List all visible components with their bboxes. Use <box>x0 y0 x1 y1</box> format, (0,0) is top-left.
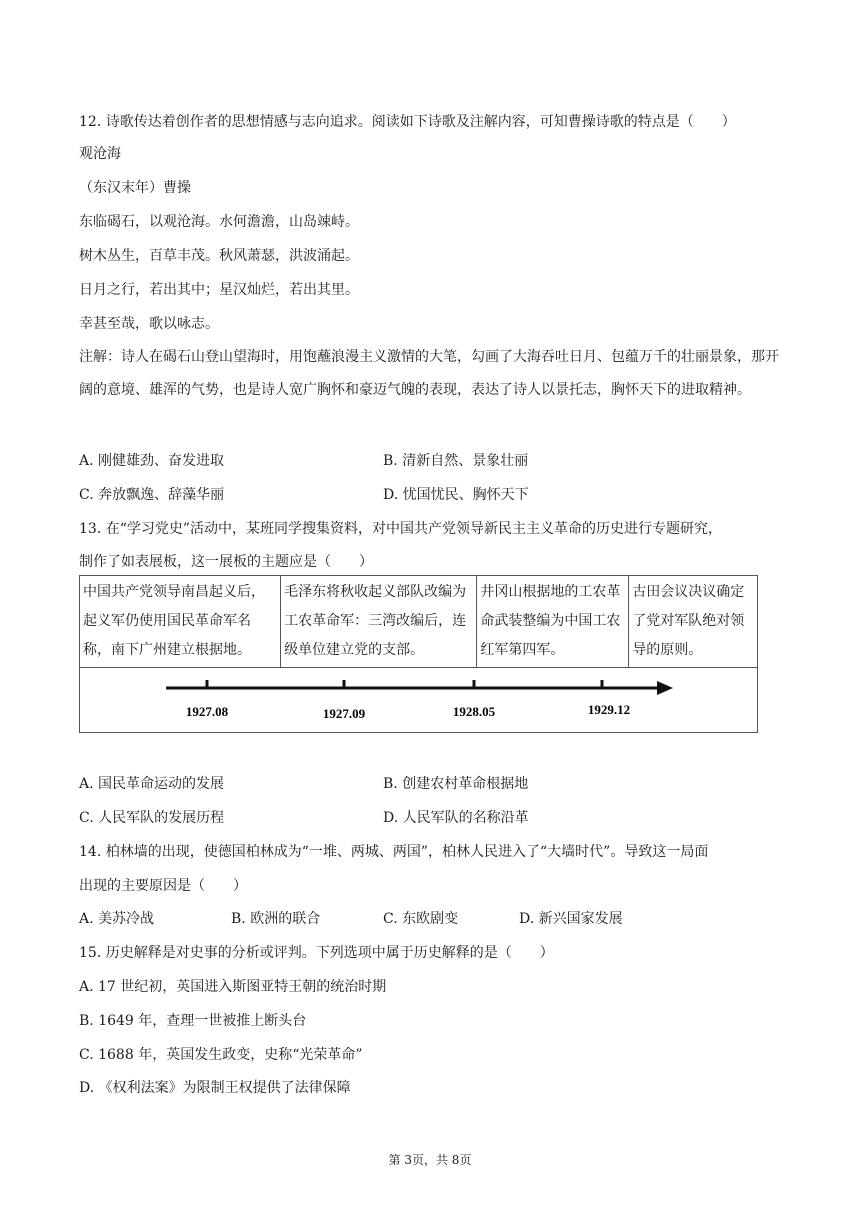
q14-stem-line2: 出现的主要原因是（ ） <box>79 878 247 894</box>
history-board-table <box>79 575 758 733</box>
board-timeline-row <box>80 668 758 733</box>
q13-option-c[interactable]: C. 人民军队的发展历程 <box>79 810 225 826</box>
q13-option-b[interactable]: B. 创建农村革命根据地 <box>383 776 529 792</box>
q14-option-b[interactable]: B. 欧洲的联合 <box>231 911 321 927</box>
poem-line: 幸甚至哉，歌以咏志。 <box>79 316 219 332</box>
q14-option-a[interactable]: A. 美苏冷战 <box>79 911 155 927</box>
poem-title: 观沧海 <box>79 146 121 162</box>
board-cell: 古田会议决议确定了党对军队绝对领导的原则。 <box>629 576 758 668</box>
q15-stem: 15. 历史解释是对史事的分析或评判。下列选项中属于历史解释的是（ ） <box>79 945 554 961</box>
q12-stem: 12. 诗歌传达着创作者的思想情感与志向追求。阅读如下诗歌及注解内容，可知曹操诗歌的特点是（ ） <box>79 114 736 130</box>
timeline-label: 1928.05 <box>452 704 496 719</box>
q15-option-d[interactable]: D. 《权利法案》为限制王权提供了法律保障 <box>79 1080 351 1096</box>
poem-line: 树木丛生，百草丰茂。秋风萧瑟，洪波涌起。 <box>79 248 359 264</box>
timeline-label: 1927.08 <box>185 704 229 719</box>
board-text-row <box>80 576 758 668</box>
q13-stem-line1: 13. 在“学习党史”活动中，某班同学搜集资料，对中国共产党领导新民主主义革命的历史进行专题研究， <box>79 521 723 537</box>
arrow-head-icon <box>657 681 673 695</box>
poem-line: 日月之行，若出其中；星汉灿烂，若出其里。 <box>79 282 359 298</box>
timeline-label: 1929.12 <box>587 702 631 717</box>
board-cell: 中国共产党领导南昌起义后，起义军仍使用国民革命军名称，南下广州建立根据地。 <box>80 576 281 668</box>
q14-option-c[interactable]: C. 东欧剧变 <box>383 911 459 927</box>
q15-option-b[interactable]: B. 1649 年，查理一世被推上断头台 <box>79 1013 307 1029</box>
q13-option-a[interactable]: A. 国民革命运动的发展 <box>79 776 225 792</box>
board-cell: 井冈山根据地的工农革命武装整编为中国工农红军第四军。 <box>477 576 629 668</box>
q13-option-d[interactable]: D. 人民军队的名称沿革 <box>383 810 529 826</box>
timeline-cell <box>80 668 758 733</box>
q12-option-d[interactable]: D. 忧国忧民、胸怀天下 <box>383 487 529 503</box>
q14-stem-line1: 14. 柏林墙的出现，使德国柏林成为“一堆、两城、两国”，柏林人民进入了“大墙时代”。导致这一局面 <box>79 844 709 860</box>
q12-option-b[interactable]: B. 清新自然、景象壮丽 <box>383 453 529 469</box>
poem-author: （东汉末年）曹操 <box>79 180 191 196</box>
poem-note: 注解：诗人在碣石山登山望海时，用饱蘸浪漫主义激情的大笔，勾画了大海吞吐日月、包蕴万千的壮丽景象，那开阔的意境、雄浑的气势，也是诗人宽广胸怀和豪迈气魄的表现，表达了诗人以景托志，胸怀天下的进取精神。 <box>79 349 779 398</box>
page-footer: 第 3页，共 8页 <box>388 1153 472 1167</box>
q12-option-a[interactable]: A. 刚健雄劲、奋发进取 <box>79 453 225 469</box>
q13-stem-line2: 制作了如表展板，这一展板的主题应是（ ） <box>79 554 373 570</box>
q15-option-a[interactable]: A. 17 世纪初，英国进入斯图亚特王朝的统治时期 <box>79 979 387 995</box>
timeline-label: 1927.09 <box>322 706 366 721</box>
q14-option-d[interactable]: D. 新兴国家发展 <box>519 911 623 927</box>
timeline-diagram <box>83 670 754 730</box>
poem-line: 东临碣石，以观沧海。水何澹澹，山岛竦峙。 <box>79 214 359 230</box>
q12-option-c[interactable]: C. 奔放飘逸、辞藻华丽 <box>79 487 225 503</box>
q15-option-c[interactable]: C. 1688 年，英国发生政变，史称“光荣革命” <box>79 1047 363 1063</box>
board-cell: 毛泽东将秋收起义部队改编为工农革命军：三湾改编后，连级单位建立党的支部。 <box>281 576 477 668</box>
